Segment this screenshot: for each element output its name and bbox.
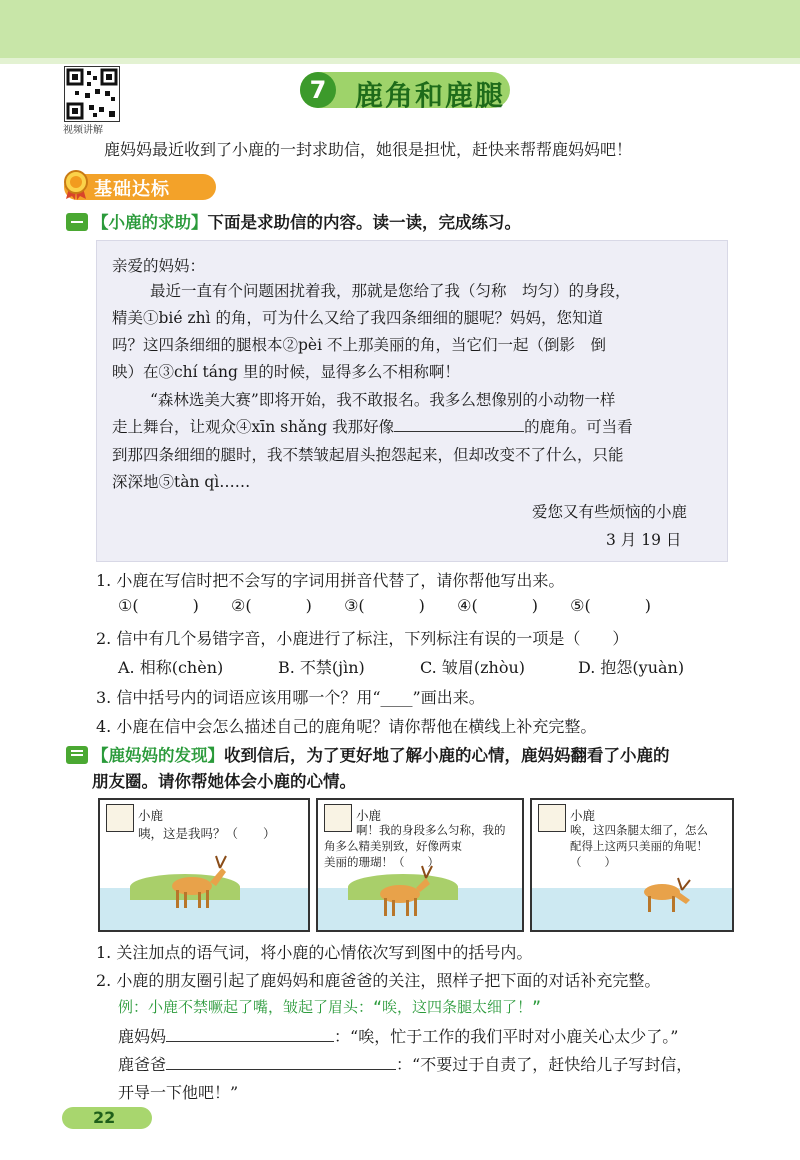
- deer-sad-icon: [632, 870, 702, 926]
- letter-line: “森林选美大赛”即将开始，我不敢报名。我多么想像别的小动物一样: [150, 391, 616, 409]
- panel-text[interactable]: 咦，这是我吗？（ ）: [138, 826, 276, 841]
- panel-text: 唉，这四条腿太细了，怎么: [570, 823, 708, 837]
- letter-signoff: 爱您又有些烦恼的小鹿: [532, 503, 688, 521]
- panel-text: 配得上这两只美丽的角呢！: [570, 839, 708, 853]
- panel-name: 小鹿: [570, 808, 596, 823]
- section-two-icon: [66, 746, 88, 764]
- dad-line: 鹿爸爸 ：“不要过于自责了，赶快给儿子写封信，: [118, 1055, 693, 1074]
- followup-question-2: 2. 小鹿的朋友圈引起了鹿妈妈和鹿爸爸的关注，照样子把下面的对话补充完整。: [96, 971, 661, 990]
- letter-line: 映）在③chí táng 里的时候，显得多么不相称啊！: [112, 363, 460, 381]
- part2-tag: 【鹿妈妈的发现】: [92, 746, 224, 765]
- part2-heading: [92, 742, 670, 766]
- followup-question-1: 1. 关注加点的语气词，将小鹿的心情依次写到图中的括号内。: [96, 943, 533, 962]
- deer-avatar-icon: [324, 804, 352, 832]
- deer-avatar-icon: [106, 804, 134, 832]
- panel-text[interactable]: 美丽的珊瑚！（ ）: [324, 855, 439, 869]
- question-1: 1. 小鹿在写信时把不会写的字词用拼音代替了，请你帮他写出来。: [96, 571, 565, 590]
- letter-line: 走上舞台，让观众④xīn shǎng 我那好像 的鹿角。可当看: [112, 418, 633, 436]
- moments-panel-1: [98, 798, 310, 932]
- mom-line: 鹿妈妈 ：“唉，忙于工作的我们平时对小鹿关心太少了。”: [118, 1027, 679, 1046]
- deer-looking-icon: [368, 856, 438, 926]
- panel-text: 啊！我的身段多么匀称，我的: [356, 823, 506, 837]
- part2-instruction-2: 朋友圈。请你帮她体会小鹿的心情。: [92, 772, 356, 791]
- letter-line: 最近一直有个问题困扰着我，那就是您给了我（匀称 均匀）的身段，: [150, 282, 631, 300]
- fill-blank[interactable]: [394, 431, 524, 432]
- dad-blank[interactable]: [166, 1069, 396, 1070]
- letter-line: 吗？这四条细细的腿根本②pèi 不上那美丽的角，当它们一起（倒影 倒: [112, 336, 606, 354]
- deer-drinking-icon: [160, 848, 230, 918]
- medal-icon: [63, 170, 89, 200]
- panel-name: 小鹿: [138, 808, 164, 823]
- part2-instruction: 收到信后，为了更好地了解小鹿的心情，鹿妈妈翻看了小鹿的: [224, 746, 670, 765]
- intro-text: 鹿妈妈最近收到了小鹿的一封求助信，她很是担忧，赶快来帮帮鹿妈妈吧！: [104, 140, 633, 159]
- question-4: 4. 小鹿在信中会怎么描述自己的鹿角呢？请你帮他在横线上补充完整。: [96, 717, 597, 736]
- panel-text[interactable]: （ ）: [570, 855, 616, 869]
- question-2-option-b[interactable]: B. 不禁(jìn): [278, 658, 365, 677]
- question-2: 2. 信中有几个易错字音，小鹿进行了标注，下列标注有误的一项是（ ）: [96, 629, 629, 648]
- question-2-option-c[interactable]: C. 皱眉(zhòu): [420, 658, 526, 677]
- letter-line: 到那四条细细的腿时，我不禁皱起眉头抱怨起来，但却改变不了什么，只能: [112, 446, 624, 464]
- section-one-icon: [66, 213, 88, 231]
- letter-date: 3 月 19 日: [606, 531, 682, 549]
- letter-line: 深深地⑤tàn qì……: [112, 473, 251, 491]
- qr-code-icon[interactable]: [64, 66, 120, 122]
- part1-instruction: 下面是求助信的内容。读一读，完成练习。: [207, 213, 521, 232]
- moments-panel-2: [316, 798, 524, 932]
- question-3: 3. 信中括号内的词语应该用哪一个？用“____”画出来。: [96, 688, 485, 707]
- part1-tag: 【小鹿的求助】: [92, 213, 208, 232]
- panel-name: 小鹿: [356, 808, 382, 823]
- question-2-option-d[interactable]: D. 抱怨(yuàn): [578, 658, 685, 677]
- question-1-blanks[interactable]: ①( ) ②( ) ③( ) ④( ) ⑤( ): [118, 596, 651, 615]
- top-color-band-light: [0, 58, 800, 64]
- section-badge-text: 基础达标: [94, 179, 170, 200]
- lesson-number: 7: [300, 72, 336, 108]
- letter-greeting: 亲爱的妈妈：: [112, 257, 206, 275]
- mom-blank[interactable]: [166, 1041, 334, 1042]
- part1-heading: [92, 209, 521, 233]
- qr-label: 视频讲解: [63, 125, 103, 136]
- question-2-option-a[interactable]: A. 相称(chèn): [118, 658, 224, 677]
- page-number: 22: [93, 1108, 116, 1127]
- dad-line-2: 开导一下他吧！”: [118, 1083, 239, 1102]
- moments-panel-3: [530, 798, 734, 932]
- panel-text: 角多么精美别致，好像两束: [324, 839, 462, 853]
- letter-line: 精美①bié zhì 的角，可为什么又给了我四条细细的腿呢？妈妈，您知道: [112, 309, 604, 327]
- lesson-title: 鹿角和鹿腿: [355, 79, 506, 112]
- deer-avatar-icon: [538, 804, 566, 832]
- top-color-band: [0, 0, 800, 58]
- example-sentence: 例：小鹿不禁噘起了嘴，皱起了眉头：“唉，这四条腿太细了！”: [118, 998, 542, 1016]
